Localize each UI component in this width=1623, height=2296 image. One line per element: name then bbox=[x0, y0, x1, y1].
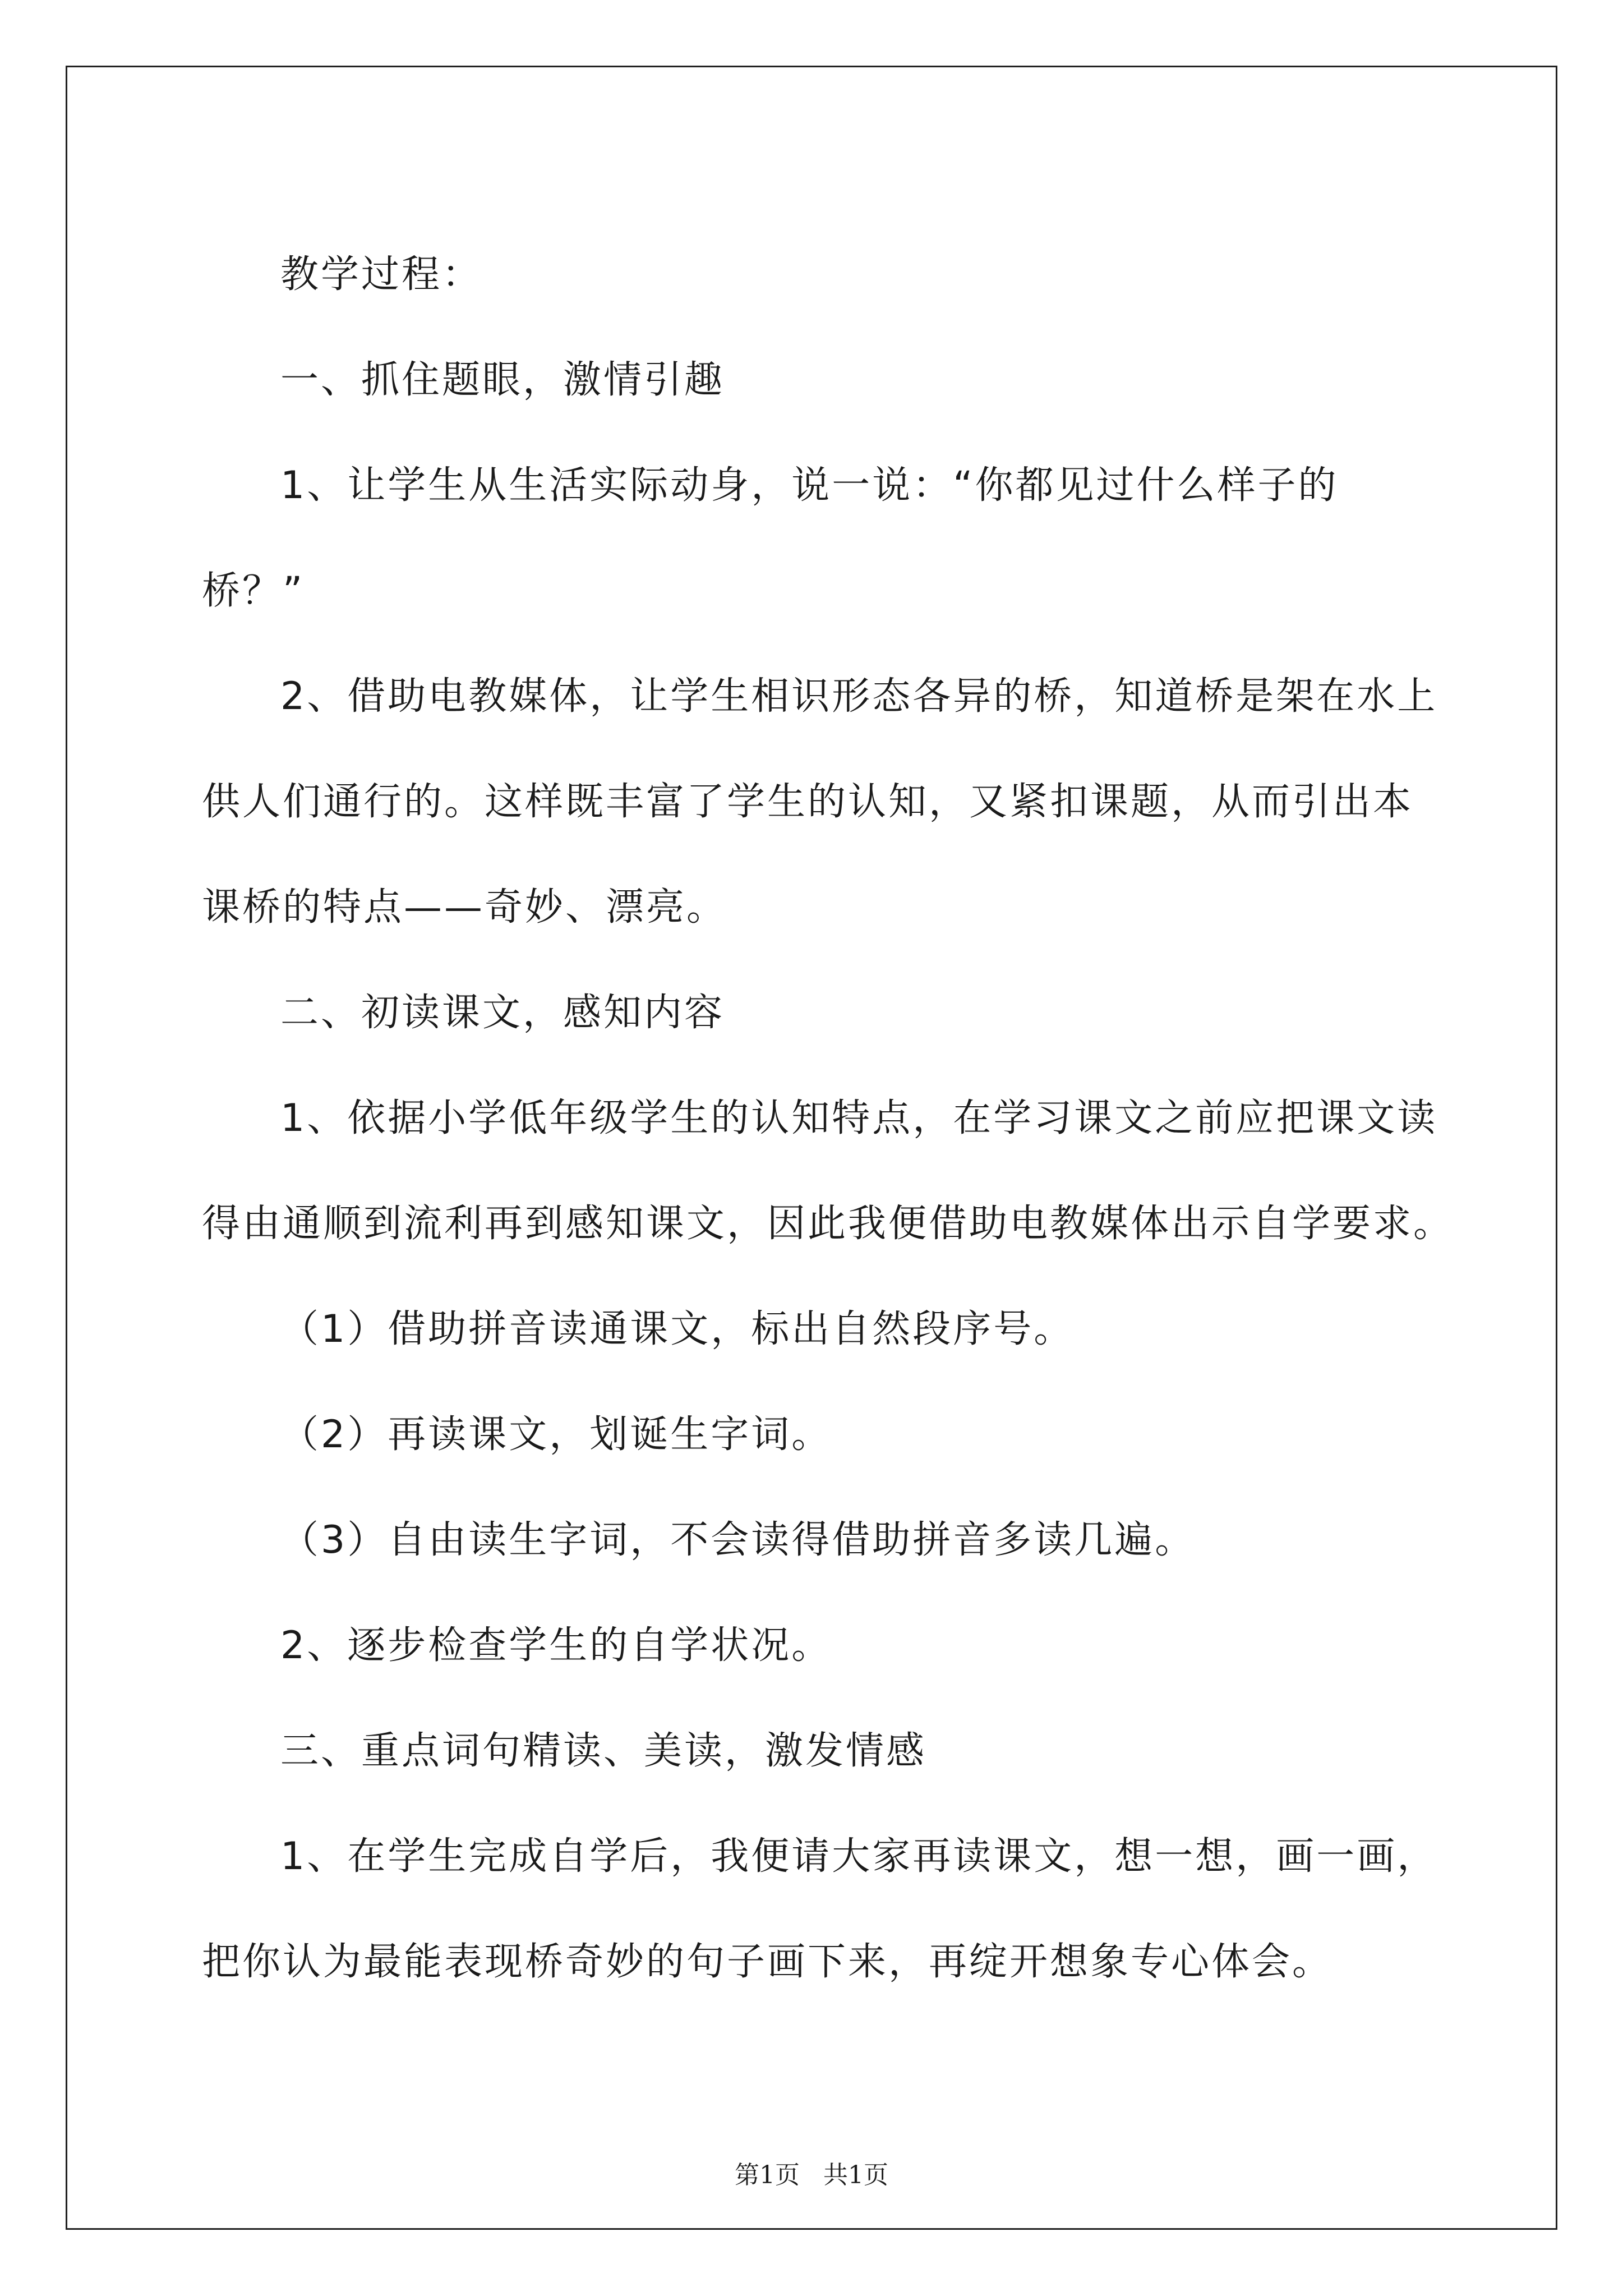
paragraph-line: 1、让学生从生活实际动身，说一说：“你都见过什么样子的 bbox=[280, 463, 1339, 508]
list-item: （2）再读课文，划诞生字词。 bbox=[280, 1412, 832, 1457]
list-item: （3）自由读生字词，不会读得借助拼音多读几遍。 bbox=[280, 1518, 1196, 1562]
paragraph-line: 2、逐步检查学生的自学状况。 bbox=[280, 1623, 832, 1668]
paragraph-line: 1、依据小学低年级学生的认知特点，在学习课文之前应把课文读 bbox=[280, 1096, 1438, 1140]
page-footer: 第1页 共1页 bbox=[735, 2161, 888, 2189]
paragraph-line: 课桥的特点——奇妙、漂亮。 bbox=[202, 885, 727, 930]
paragraph-line: 供人们通行的。这样既丰富了学生的认知，又紧扣课题，从而引出本 bbox=[202, 780, 1414, 824]
list-item: （1）借助拼音读通课文，标出自然段序号。 bbox=[280, 1307, 1075, 1351]
heading-teaching-process: 教学过程： bbox=[280, 252, 483, 297]
page-frame bbox=[66, 66, 1557, 2230]
section-heading-1: 一、抓住题眼，激情引趣 bbox=[280, 358, 725, 402]
paragraph-line: 2、借助电教媒体，让学生相识形态各异的桥，知道桥是架在水上 bbox=[280, 674, 1438, 719]
paragraph-line: 得由通顺到流利再到感知课文，因此我便借助电教媒体出示自学要求。 bbox=[202, 1202, 1454, 1246]
paragraph-line: 桥？” bbox=[202, 569, 305, 613]
section-heading-3: 三、重点词句精读、美读，激发情感 bbox=[280, 1729, 927, 1773]
section-heading-2: 二、初读课文，感知内容 bbox=[280, 991, 725, 1035]
paragraph-line: 1、在学生完成自学后，我便请大家再读课文，想一想，画一画， bbox=[280, 1834, 1438, 1879]
paragraph-line: 把你认为最能表现桥奇妙的句子画下来，再绽开想象专心体会。 bbox=[202, 1940, 1333, 1984]
